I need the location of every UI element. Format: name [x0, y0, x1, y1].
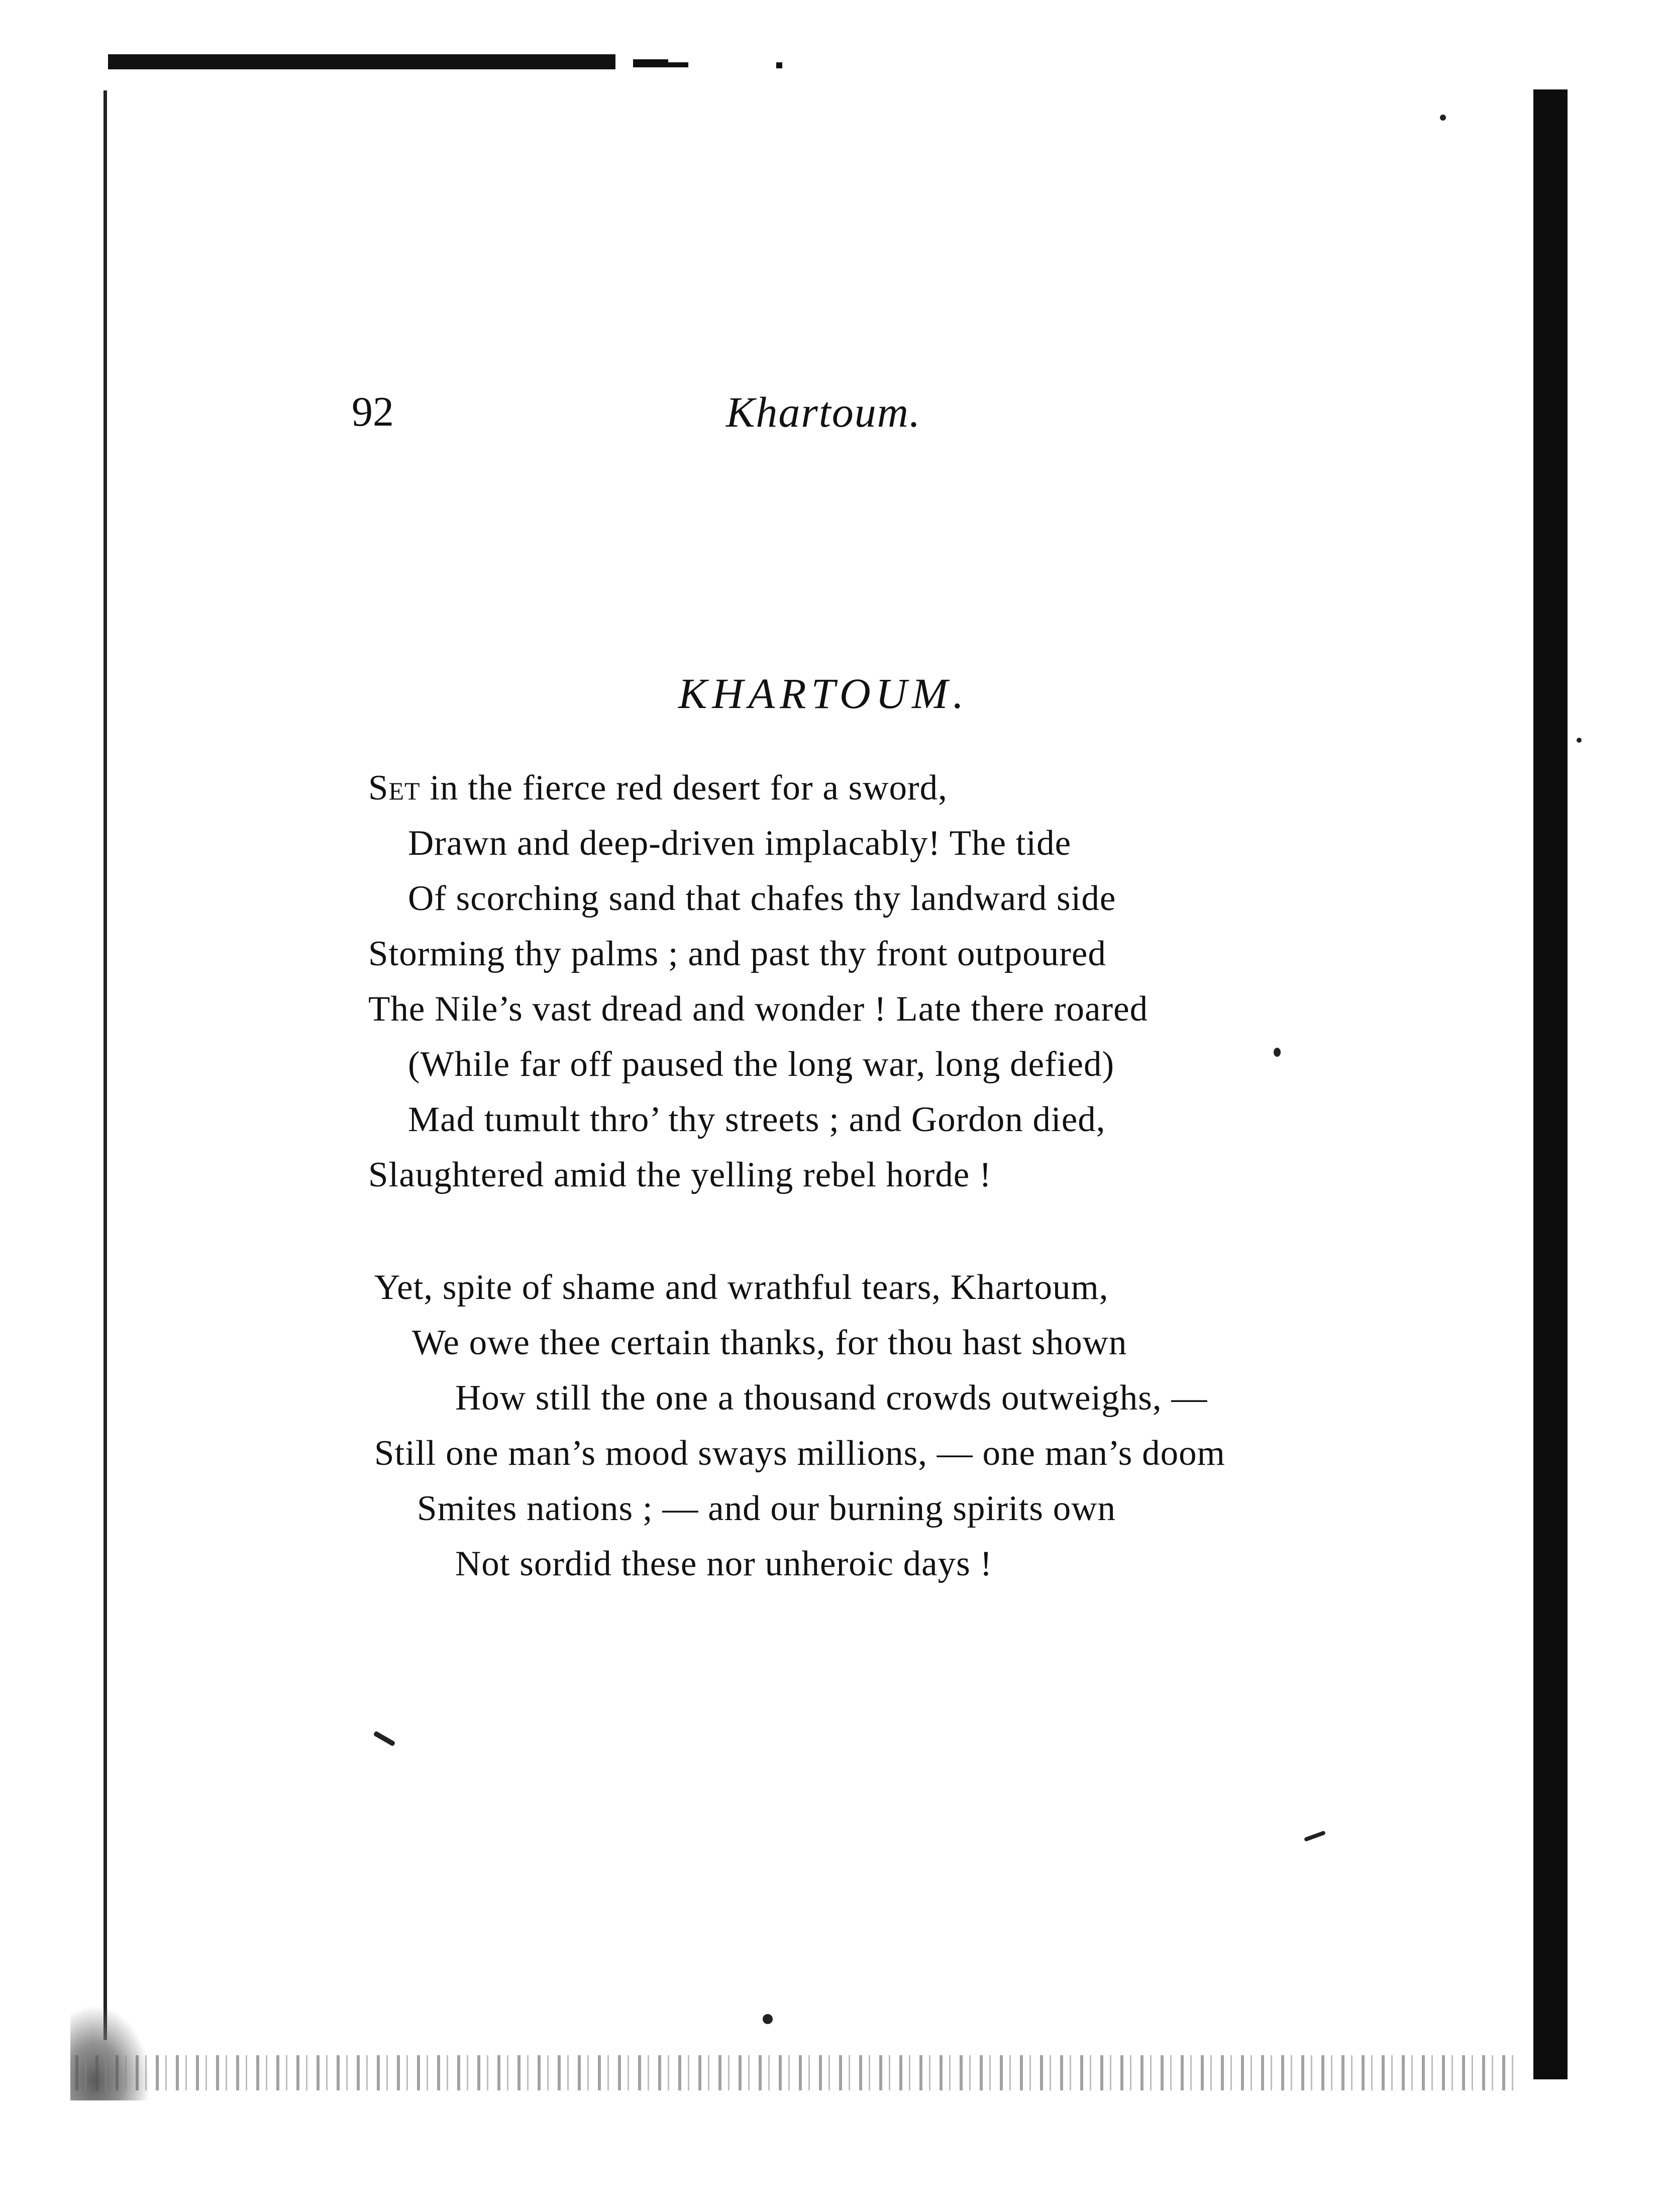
poem-line-lead-word: Set	[368, 768, 421, 808]
scan-top-rule-fragment	[633, 59, 668, 67]
poem-line: Still one man’s mood sways millions, — one man’s doom	[374, 1434, 1225, 1473]
poem-line: The Nile’s vast dread and wonder ! Late there roared	[368, 989, 1149, 1029]
poem-line: Yet, spite of shame and wrathful tears, Khartoum,	[374, 1268, 1109, 1307]
poem-line: (While far off paused the long war, long defied)	[408, 1045, 1115, 1084]
poem-line: Not sordid these nor unheroic days !	[455, 1544, 993, 1583]
poem-line: Slaughtered amid the yelling rebel horde !	[368, 1155, 992, 1194]
scan-speck	[1304, 1831, 1326, 1842]
scan-top-rule	[108, 54, 615, 69]
poem-line: Smites nations ; — and our burning spirits own	[417, 1489, 1116, 1528]
scan-speck	[1274, 1048, 1281, 1057]
page-number: 92	[352, 388, 394, 435]
scan-speck	[373, 1731, 396, 1747]
scan-top-rule-fragment	[776, 62, 782, 68]
scan-speck	[1577, 738, 1582, 743]
poem-line-text: in the fierce red desert for a sword,	[420, 768, 948, 808]
running-head	[0, 382, 1665, 442]
scan-speck	[763, 2014, 773, 2024]
scan-bottom-noise	[75, 2055, 1522, 2090]
poem-line: Of scorching sand that chafes thy landward side	[408, 879, 1116, 918]
poem-line: How still the one a thousand crowds outweighs, —	[455, 1378, 1208, 1418]
scan-speck	[1440, 115, 1446, 121]
poem-line	[368, 763, 948, 813]
scan-top-rule-fragment	[668, 62, 688, 67]
poem-line: Drawn and deep-driven implacably! The tide	[408, 824, 1072, 863]
running-title: Khartoum.	[726, 388, 921, 436]
poem-line: We owe thee certain thanks, for thou hast shown	[412, 1323, 1127, 1362]
poem-line: Mad tumult thro’ thy streets ; and Gordon died,	[408, 1100, 1106, 1139]
poem-title: KHARTOUM.	[678, 669, 969, 718]
poem-line: Storming thy palms ; and past thy front outpoured	[368, 934, 1106, 973]
